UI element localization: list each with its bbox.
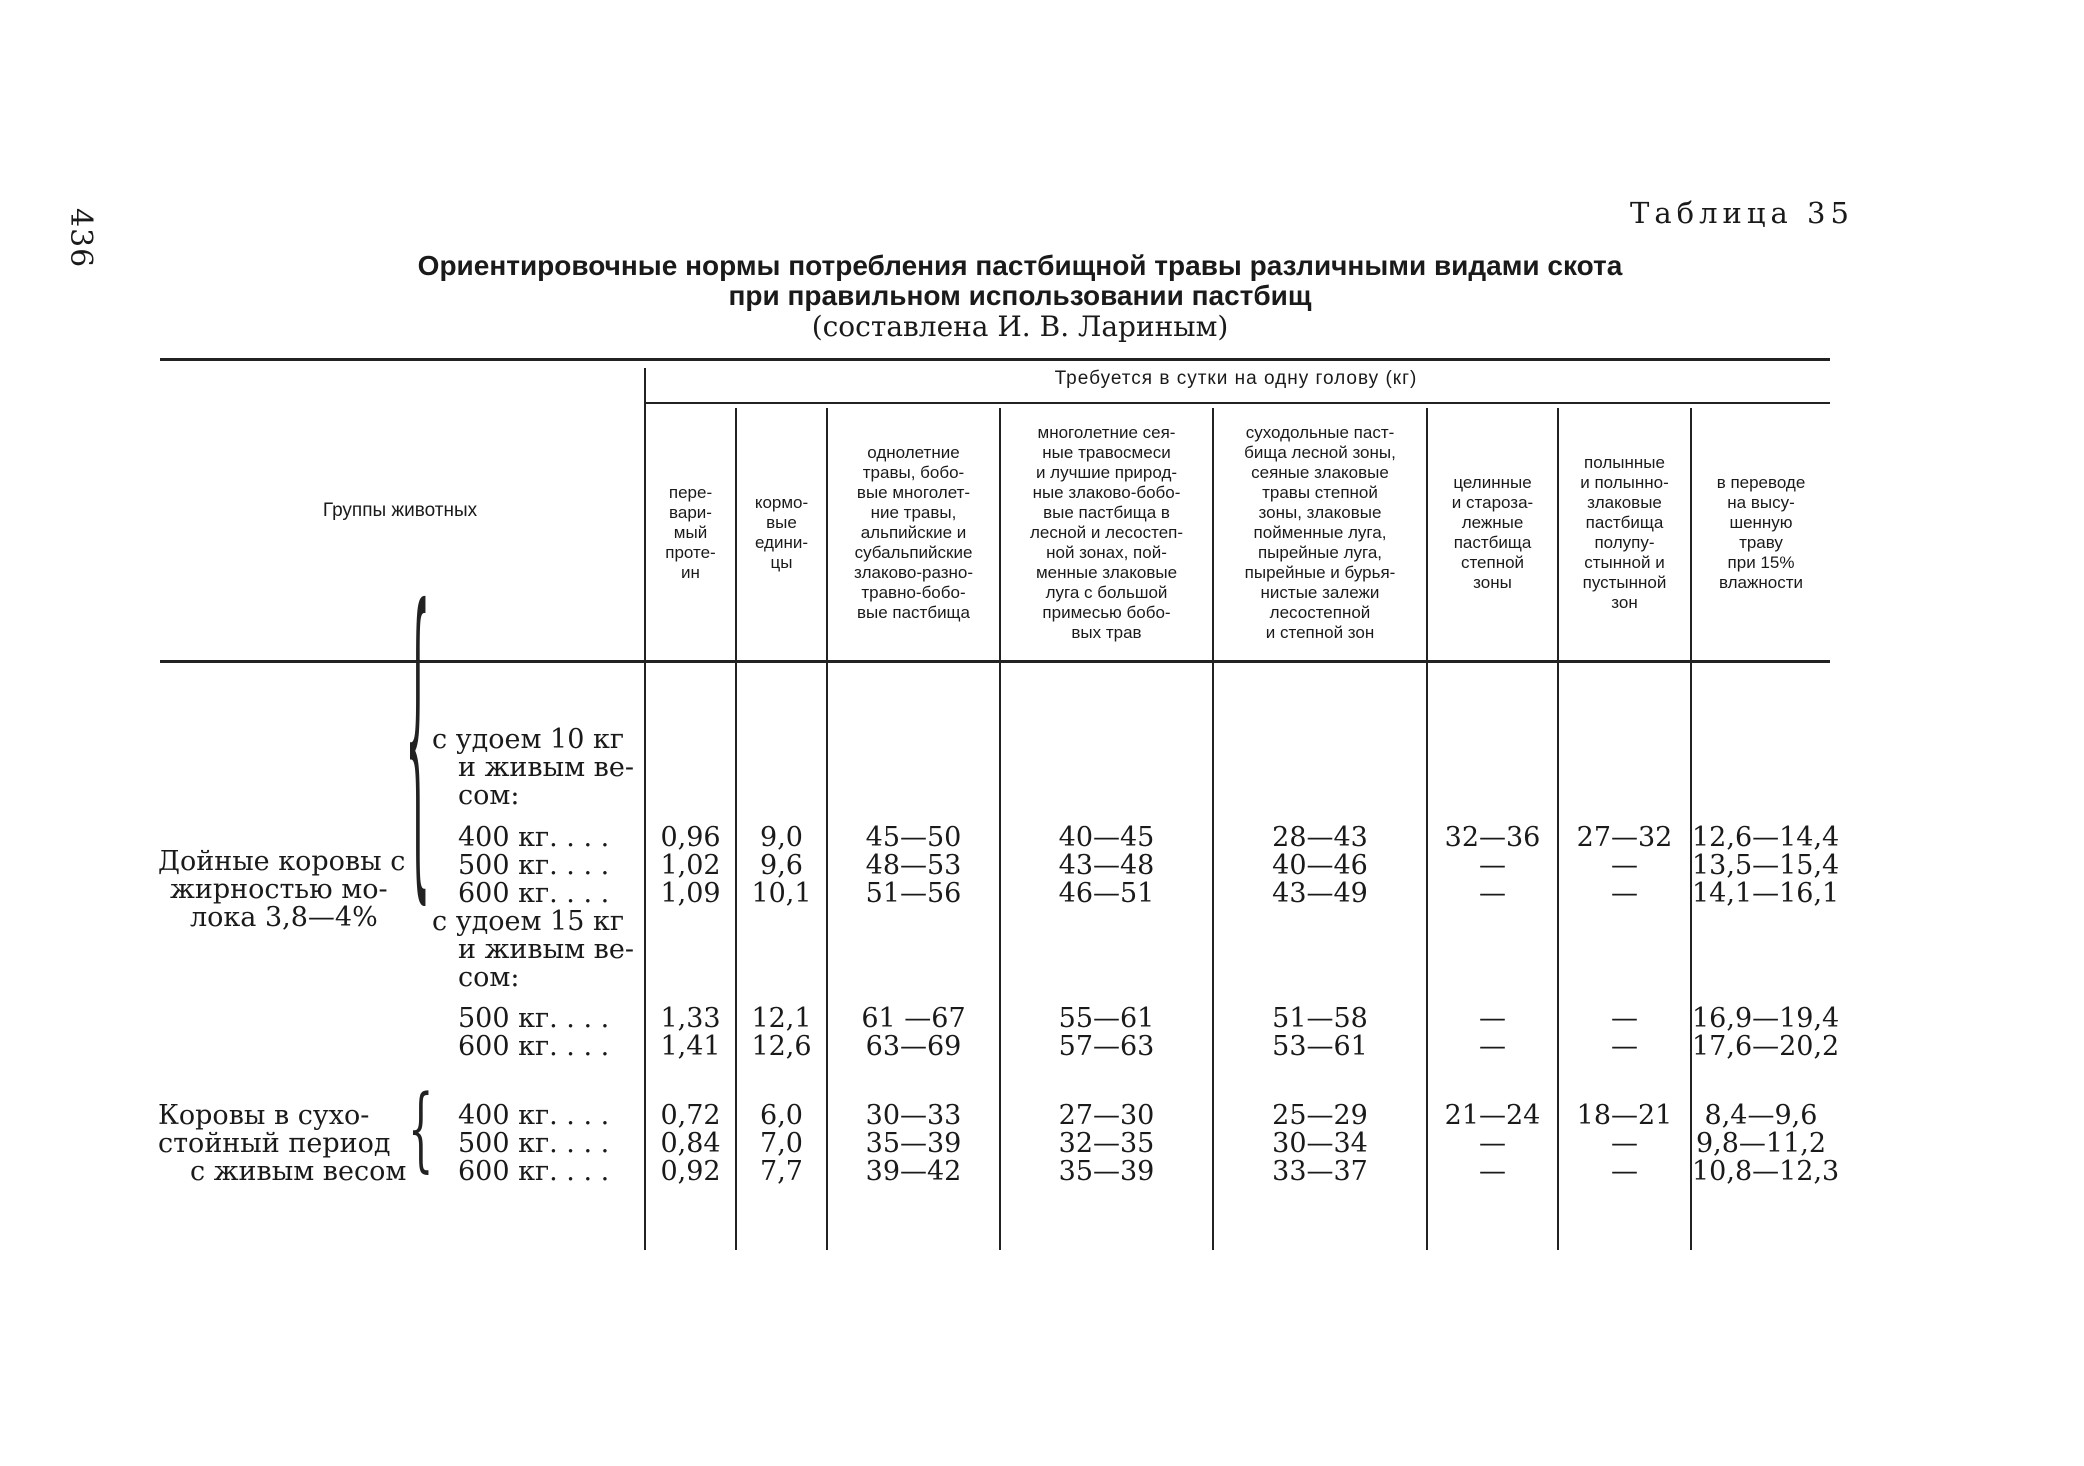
table-cell: 1,09 — [660, 878, 721, 909]
table-cell: 0,84 — [660, 1128, 721, 1159]
row-weight-label: 500 кг. . . . — [458, 850, 610, 881]
header-col-annual-grasses: однолетние травы, бобо- вые многолет- ние травы, альпийские и субальпийские злаково-разно- травно-бобо- вые пастбища — [853, 442, 974, 622]
table-cell: 13,5—15,4 — [1692, 850, 1840, 881]
header-col-wormwood: полынные и полынно- злаковые пастбища полупу- стынной и пустынной зон — [1580, 452, 1669, 612]
table-cell: 14,1—16,1 — [1692, 878, 1840, 909]
table-cell: 40—46 — [1272, 850, 1368, 881]
row-weight-label: 400 кг. . . . — [458, 1100, 610, 1131]
page-number: 436 — [63, 208, 98, 269]
row-weight-label: 600 кг. . . . — [458, 1031, 610, 1062]
table-cell: 30—33 — [865, 1100, 962, 1131]
row-weight-label: 600 кг. . . . — [458, 1156, 610, 1187]
table-cell: 1,41 — [660, 1031, 721, 1062]
table-cell: 43—49 — [1272, 878, 1368, 909]
brace-dairy: { — [405, 548, 431, 936]
table-cell: — — [1479, 850, 1506, 881]
table-cell: 18—21 — [1576, 1100, 1673, 1131]
header-col-dryland-pastures: суходольные паст- бища лесной зоны, сеяные злаковые травы степной зоны, злаковые пойменные луга, пырейные луга, пырейные и бурья- нистые залежи лесостепной и степной зон — [1244, 422, 1396, 642]
table-cell: 17,6—20,2 — [1692, 1031, 1840, 1062]
table-cell: 9,6 — [760, 850, 803, 881]
table-cell: 53—61 — [1272, 1031, 1368, 1062]
header-col-feed-units: кормо- вые едини- цы — [754, 492, 809, 572]
table-cell: 61 —67 — [861, 1003, 966, 1034]
table-cell: 45—50 — [865, 822, 962, 853]
table-cell: 55—61 — [1058, 1003, 1155, 1034]
table-cell: 0,96 — [660, 822, 721, 853]
table-cell: 46—51 — [1058, 878, 1155, 909]
table-cell: — — [1611, 1031, 1638, 1062]
table-cell: 9,8—11,2 — [1695, 1128, 1827, 1159]
table-cell: 16,9—19,4 — [1692, 1003, 1840, 1034]
table-cell: 12,6 — [751, 1031, 812, 1062]
table-cell: 35—39 — [1058, 1156, 1155, 1187]
table-label: Таблица 35 — [1630, 196, 1854, 230]
table-cell: 10,1 — [751, 878, 812, 909]
table-cell: 12,1 — [751, 1003, 812, 1034]
table-cell: 63—69 — [865, 1031, 962, 1062]
row-weight-label: 500 кг. . . . — [458, 1128, 610, 1159]
table-cell: 27—30 — [1058, 1100, 1155, 1131]
table-cell: 27—32 — [1576, 822, 1673, 853]
table-cell: 57—63 — [1058, 1031, 1155, 1062]
table-cell: 43—48 — [1058, 850, 1155, 881]
table-cell: 51—58 — [1272, 1003, 1368, 1034]
table-cell: 8,4—9,6 — [1704, 1100, 1818, 1131]
span-rule — [646, 402, 1830, 404]
table-subtitle: (составлена И. В. Лариным) — [811, 310, 1229, 343]
table-cell: 51—56 — [865, 878, 962, 909]
table-cell: 0,72 — [660, 1100, 721, 1131]
table-cell: 28—43 — [1272, 822, 1368, 853]
header-col-dried-grass: в переводе на высу- шенную траву при 15% влажности — [1716, 472, 1806, 592]
header-span: Требуется в сутки на одну голову (кг) — [1054, 368, 1418, 389]
table-cell: — — [1479, 878, 1506, 909]
table-cell: — — [1479, 1156, 1506, 1187]
table-cell: — — [1611, 1003, 1638, 1034]
table-cell: — — [1479, 1031, 1506, 1062]
table-cell: 32—35 — [1058, 1128, 1155, 1159]
table-cell: 25—29 — [1272, 1100, 1368, 1131]
row-weight-label: 600 кг. . . . — [458, 878, 610, 909]
table-cell: 32—36 — [1444, 822, 1541, 853]
table-cell: 30—34 — [1272, 1128, 1368, 1159]
table-cell: 39—42 — [865, 1156, 962, 1187]
table-cell: — — [1611, 850, 1638, 881]
table-title-line2: при правильном использовании пастбищ — [728, 280, 1312, 311]
table-title-line1: Ориентировочные нормы потребления пастбищной травы различными видами скота — [417, 250, 1623, 281]
table-cell: — — [1479, 1003, 1506, 1034]
header-col-protein: пере- вари- мый проте- ин — [665, 482, 716, 582]
header-col-virgin-lands: целинные и староза- лежные пастбища степной зоны — [1451, 472, 1534, 592]
brace-dry-cows: { — [408, 1077, 434, 1183]
top-rule — [160, 358, 1830, 361]
table-cell: — — [1611, 1128, 1638, 1159]
header-groups: Группы животных — [322, 500, 478, 521]
table-cell: 48—53 — [865, 850, 962, 881]
table-cell: 7,0 — [760, 1128, 803, 1159]
row-weight-label: 500 кг. . . . — [458, 1003, 610, 1034]
table-cell: 10,8—12,3 — [1692, 1156, 1840, 1187]
table-cell: 33—37 — [1272, 1156, 1368, 1187]
table-cell: 40—45 — [1058, 822, 1155, 853]
table-cell: — — [1611, 1156, 1638, 1187]
table-cell: 0,92 — [660, 1156, 721, 1187]
table-cell: 6,0 — [760, 1100, 803, 1131]
table-cell: 7,7 — [760, 1156, 803, 1187]
row-weight-label: 400 кг. . . . — [458, 822, 610, 853]
table-cell: 1,02 — [660, 850, 721, 881]
table-cell: 21—24 — [1444, 1100, 1541, 1131]
table-cell: — — [1611, 878, 1638, 909]
table-cell: 9,0 — [760, 822, 803, 853]
table-cell: 12,6—14,4 — [1692, 822, 1840, 853]
table-cell: 1,33 — [660, 1003, 721, 1034]
header-col-perennial-mixes: многолетние сея- ные травосмеси и лучшие природ- ные злаково-бобо- вые пастбища в лесной и лесостеп- ной зонах, пой- менные злаковые луга с большой примесью бобо- вых трав — [1029, 422, 1184, 642]
table-cell: 35—39 — [865, 1128, 962, 1159]
table-cell: — — [1479, 1128, 1506, 1159]
